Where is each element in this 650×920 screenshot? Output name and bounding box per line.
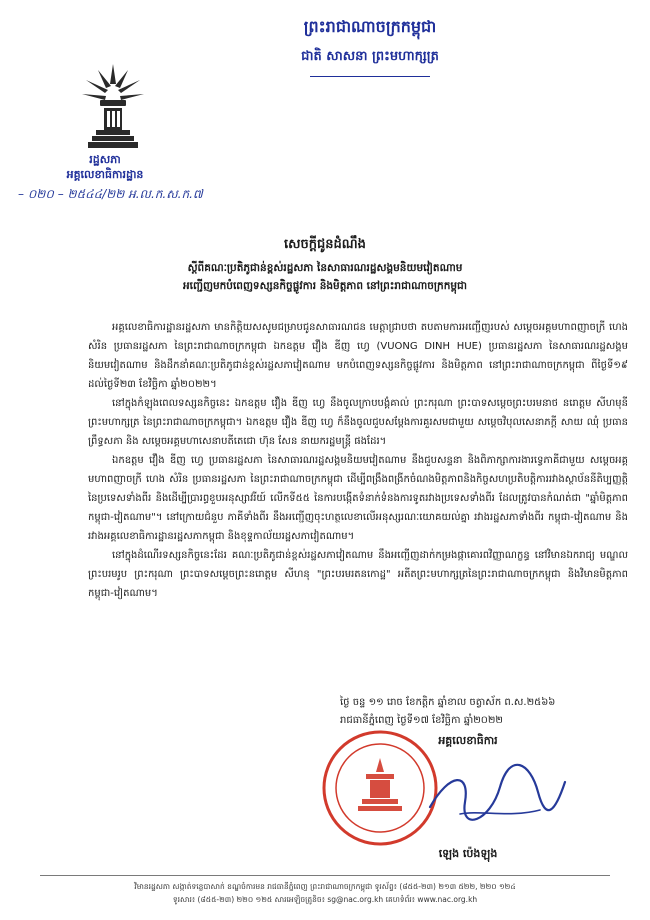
sender-org: រដ្ឋសភា	[89, 153, 121, 166]
motto-divider	[310, 76, 430, 77]
footer-address: វិមានរដ្ឋសភា សង្កាត់ទន្លេបាសាក់ ខណ្ឌចំការមន រាជធានីភ្នំពេញ ព្រះរាជាណាចក្រកម្ពុជា ទូរស័ព្ទ៖ (៨៥៥-២៣) ២១៣ ៥២២, ២២០ ១២៤	[134, 882, 516, 891]
national-assembly-emblem	[78, 62, 148, 152]
signatory-name: ឡេង ប៉េងឡុង	[438, 847, 498, 860]
reference-number: – ០២០ – ២៥៤៤/២២ អ.ល.ក.ស.ក.៧	[18, 187, 203, 201]
national-motto: ជាតិ សាសនា ព្រះមហាក្សត្រ	[301, 49, 439, 64]
signatory-title: អគ្គលេខាធិការ	[438, 734, 498, 747]
footer-contact: ទូរសារ៖ (៨៥៥-២៣) ២២០ ១២៥ សារអេឡិចត្រូនិច៖ sg@nac.org.kh គេហទំព័រ៖ www.nac.org.kh	[172, 895, 478, 904]
solar-date: រាជធានីភ្នំពេញ ថ្ងៃទី១៧ ខែវិច្ឆិកា ឆ្នាំ២០២២	[340, 715, 504, 726]
lunar-date: ថ្ងៃ ចន្ទ ១១ រោច ខែកត្តិក ឆ្នាំខាល ចត្វាស័ក ព.ស.២៥៦៦	[340, 697, 556, 708]
handwritten-signature	[420, 752, 570, 832]
kingdom-heading: ព្រះរាជាណាចក្រកម្ពុជា	[303, 17, 437, 36]
footer-divider	[40, 875, 610, 876]
body-paragraph-3: ឯកឧត្តម វឿង ឌីញ ហ្វេ ប្រធានរដ្ឋសភា នៃសាធារណរដ្ឋសង្គមនិយមវៀតណាម នឹងជួបសន្ទនា និងពិភាក្សាការងារទ្វេភាគីជាមួយ សម្តេចអគ្គមហាពញាចក្រី ហេង សំរិន ប្រធានរដ្ឋសភា នៃព្រះរាជាណាចក្រកម្ពុជា ដើម្បីពង្រឹងពង្រីកចំណងមិត្តភាពនិងកិច្ចសហប្រតិបត្តិការរវាងស្ថាប័ននីតិប្បញ្ញត្តិ នៃប្រទេសទាំងពីរ និងដើម្បីប្រារព្ធខួបអនុស្សាវរីយ៍ លើកទី៥៥ នៃការបង្កើតទំនាក់ទំនងការទូតរវាងប្រទេសទាំងពីរ ដែលត្រូវបានកំណត់ជា "ឆ្នាំមិត្តភាពកម្ពុជា-វៀតណាម"។ នៅក្រោយជំនួប ភាគីទាំងពីរ នឹងអញ្ជើញចុះហត្ថលេខាលើអនុស្សរណៈយោគយល់គ្នា រវាងរដ្ឋសភាទាំងពីរ កម្ពុជា-វៀតណាម និងរវាងអគ្គលេខាធិការដ្ឋានរដ្ឋសភាកម្ពុជា និងខុទ្ទកាល័យរដ្ឋសភាវៀតណាម។	[88, 455, 628, 542]
document-title: សេចក្តីជូនដំណឹង	[284, 237, 366, 252]
body-paragraph-4: នៅក្នុងដំណើរទស្សនកិច្ចនេះដែរ គណៈប្រតិភូជាន់ខ្ពស់រដ្ឋសភាវៀតណាម នឹងអញ្ជើញដាក់កម្រងផ្កាគោរពវិញ្ញាណក្ខន្ធ នៅវិមានឯករាជ្យ មណ្ឌលព្រះបរមរូប ព្រះករុណា ព្រះបាទសម្តេចព្រះនរោត្តម សីហនុ "ព្រះបរមរតនកោដ្ឋ" អតីតព្រះមហាក្សត្រនៃព្រះរាជាណាចក្រកម្ពុជា និងវិមានមិត្តភាពកម្ពុជា-វៀតណាម។	[88, 550, 628, 599]
subtitle-line-2: អញ្ជើញមកបំពេញទស្សនកិច្ចផ្លូវការ និងមិត្តភាព នៅព្រះរាជាណាចក្រកម្ពុជា	[182, 280, 468, 292]
body-paragraph-2: នៅក្នុងកំឡុងពេលទស្សនកិច្ចនេះ ឯកឧត្តម វឿង ឌីញ ហ្វេ នឹងចូលក្រាបបង្គំគាល់ ព្រះករុណា ព្រះបាទសម្តេចព្រះបរមនាថ នរោត្តម សីហមុនី ព្រះមហាក្សត្រ នៃព្រះរាជាណាចក្រកម្ពុជា។ ឯកឧត្តម វឿង ឌីញ ហ្វេ ក៏នឹងចូលជួបសម្តែងការគួរសមជាមួយ សម្តេចវិបុលសេនាភក្តី សាយ ឈុំ ប្រធានព្រឹទ្ធសភា និង សម្តេចអគ្គមហាសេនាបតីតេជោ ហ៊ុន សែន នាយករដ្ឋមន្ត្រី ផងដែរ។	[88, 398, 628, 447]
body-paragraph-1: អគ្គលេខាធិការដ្ឋានរដ្ឋសភា មានកិត្តិយសសូមជម្រាបជូនសាធារណជន មេត្តាជ្រាបថា តបតាមការអញ្ជើញរបស់ សម្តេចអគ្គមហាពញាចក្រី ហេង សំរិន ប្រធានរដ្ឋសភា នៃព្រះរាជាណាចក្រកម្ពុជា ឯកឧត្តម វឿង ឌីញ ហ្វេ (VUONG DINH HUE) ប្រធានរដ្ឋសភា នៃសាធារណរដ្ឋសង្គមនិយមវៀតណាម និងដឹកនាំគណៈប្រតិភូជាន់ខ្ពស់រដ្ឋសភាវៀតណាម មកបំពេញទស្សនកិច្ចផ្លូវការ និងមិត្តភាព នៅព្រះរាជាណាចក្រកម្ពុជា ពីថ្ងៃទី១៩ ដល់ថ្ងៃទី២៣ ខែវិច្ឆិកា ឆ្នាំ២០២២។	[88, 322, 628, 390]
letter-body	[88, 318, 628, 603]
subtitle-line-1: ស្តីពីគណៈប្រតិភូជាន់ខ្ពស់រដ្ឋសភា នៃសាធារណរដ្ឋសង្គមនិយមវៀតណាម	[187, 262, 463, 274]
sender-dept: អគ្គលេខាធិការដ្ឋាន	[66, 168, 144, 181]
